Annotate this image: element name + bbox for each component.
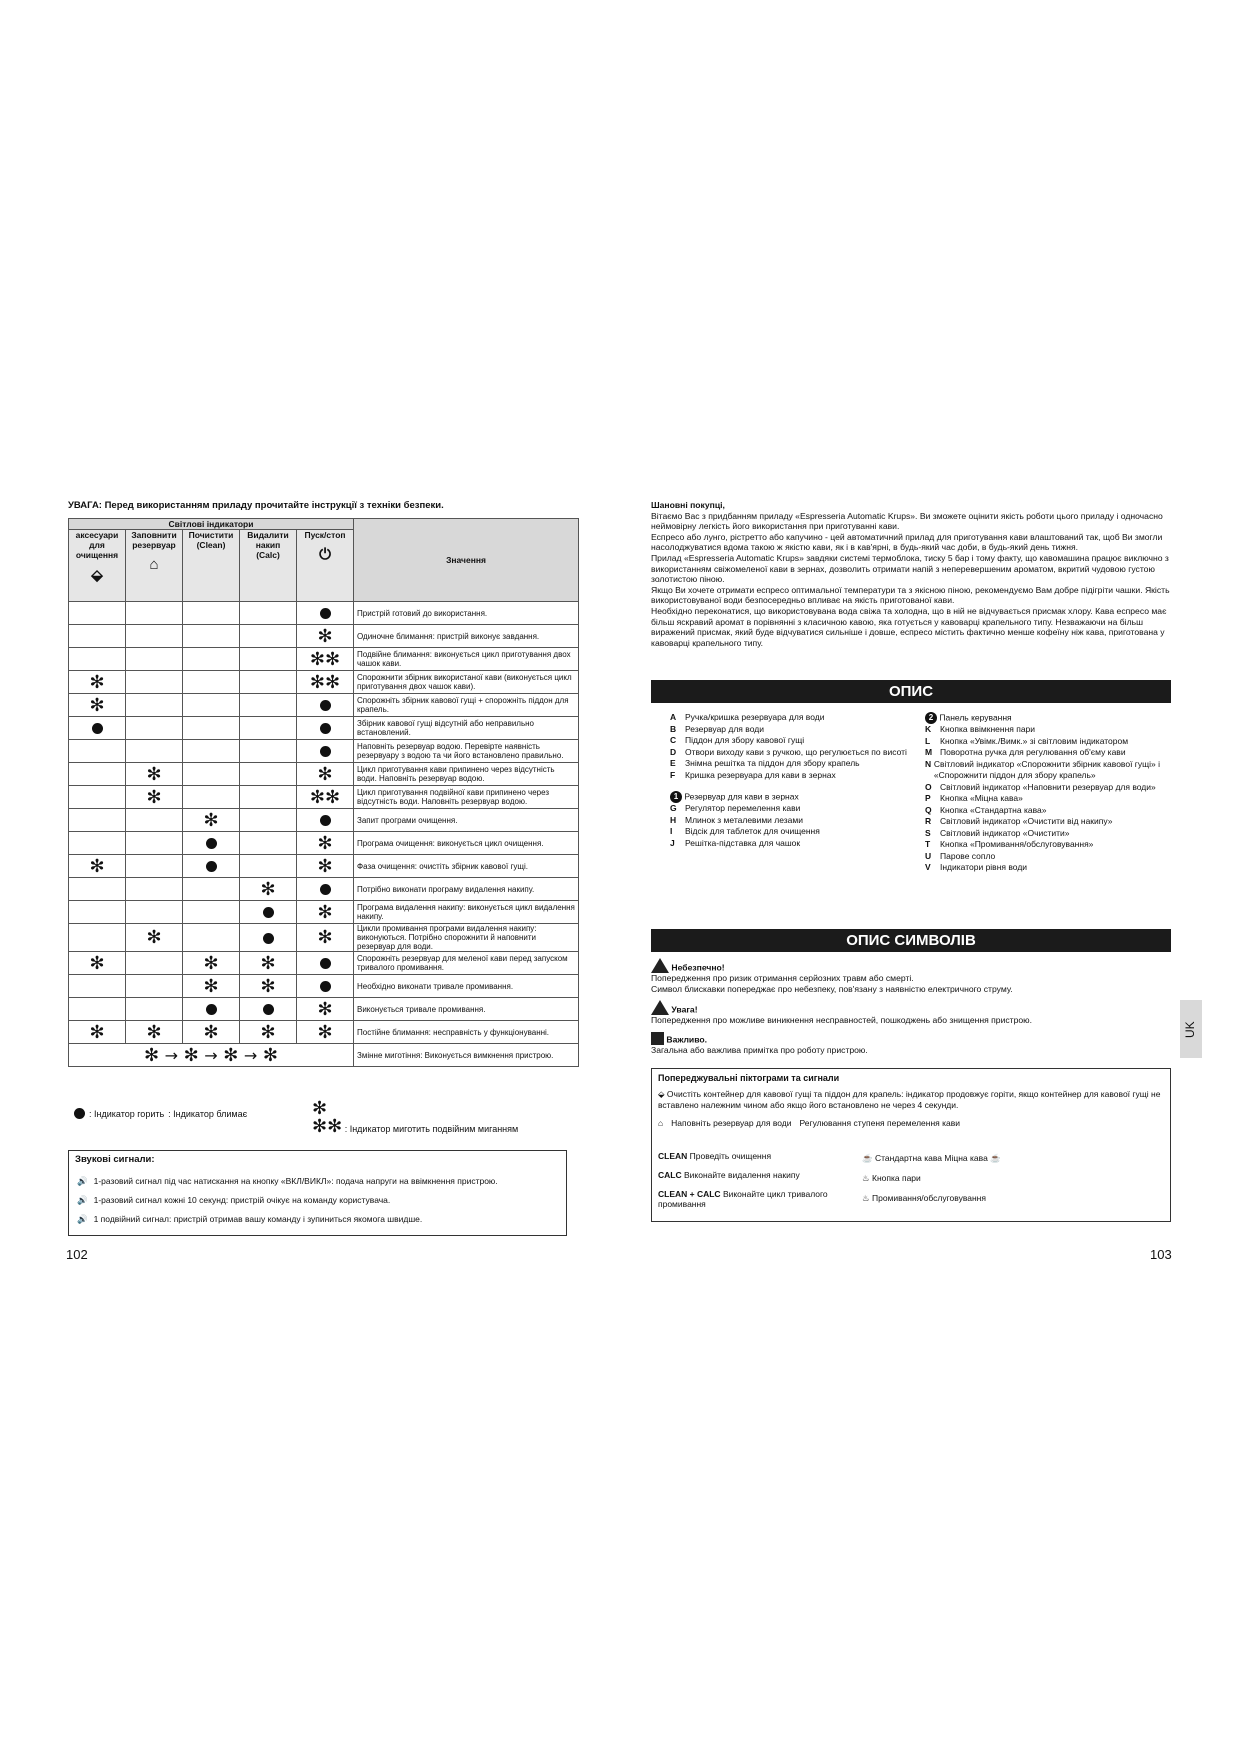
meaning-header: Значення: [354, 519, 579, 602]
blink-star-icon: ✻: [317, 763, 333, 785]
indicator-cell: [69, 763, 126, 786]
table-row: [69, 998, 579, 1021]
list-item: D Отвори виходу кави з ручкою, що регулюється по висоті: [670, 746, 907, 757]
sound-row: 🔊 1-разовий сигнал під час натискання на кнопку «ВКЛ/ВИКЛ»: подача напруги на ввімкнення пристрою.: [77, 1176, 498, 1186]
table-row: [69, 763, 579, 786]
indicator-cell: [240, 855, 297, 878]
indicator-cell: [69, 924, 126, 952]
sound-row: 🔊 1 подвійний сигнал: пристрій отримав вашу команду і зупиниться якомога швидше.: [77, 1214, 423, 1224]
blink-star-icon: ✻: [146, 1021, 162, 1043]
meaning-cell: Постійне блимання: несправність у функціонуванні.: [354, 1021, 579, 1044]
list-item: K Кнопка ввімкнення пари: [925, 724, 1036, 734]
col-header: Заповнити резервуар ⌂: [126, 530, 183, 602]
description-heading: ОПИС: [651, 680, 1171, 703]
indicator-cell: [126, 855, 183, 878]
indicator-cell: [126, 694, 183, 717]
blink-star-icon: ✻: [262, 1044, 278, 1066]
indicator-cell: [297, 694, 354, 717]
indicator-cell: [183, 901, 240, 924]
list-item: H Млинок з металевими лезами: [670, 814, 803, 825]
indicator-cell: [69, 901, 126, 924]
speaker-icon: 🔊: [77, 1195, 88, 1205]
table-row: [69, 901, 579, 924]
language-tab: UK: [1180, 1000, 1202, 1058]
intro-paragraph: Необхідно переконатися, що використовувана вода свіжа та холодна, що в ній не відчувається присмак хлору. Кава еспресо має більш яскравий аромат в порівнянні з класичною кавою, яка готується у кавоварці крапельного типу. Незважаючи на більш виражений присмак, який буде відчуватися сильніше і довше, еспресо містить фактично менше кофеїну ніж кава, приготована у кавоварці крапельного типу.: [651, 605, 1167, 648]
indicator-cell: [126, 717, 183, 740]
blink-star-icon: ✻: [89, 855, 105, 877]
meaning-cell: Виконується тривале промивання.: [354, 998, 579, 1021]
dot-icon: [320, 746, 331, 757]
indicator-cell: [183, 1021, 240, 1044]
indicator-cell: [297, 602, 354, 625]
blink-star-icon: ✻: [260, 1021, 276, 1043]
indicator-cell: [126, 602, 183, 625]
indicator-cell: [126, 832, 183, 855]
indicator-cell: [183, 998, 240, 1021]
table-row: [69, 924, 579, 952]
list-item: R Світловий індикатор «Очистити від накипу»: [925, 816, 1113, 826]
dot-icon: [74, 1108, 85, 1119]
strong-cup-icon: ☕: [990, 1153, 1001, 1163]
indicator-cell: [69, 855, 126, 878]
arrow-icon: →: [204, 1045, 218, 1065]
indicator-cell: [183, 975, 240, 998]
indicator-cell: [126, 740, 183, 763]
list-item: T Кнопка «Промивання/обслуговування»: [925, 839, 1094, 849]
pictograms-box: [651, 1068, 1171, 1222]
blink-star-icon: ✻: [89, 1021, 105, 1043]
indicator-cell: [297, 809, 354, 832]
tank-icon: ⌂: [149, 556, 159, 573]
indicator-cell: [69, 786, 126, 809]
indicator-cell: [240, 786, 297, 809]
table-row: [69, 878, 579, 901]
indicator-cell: [183, 855, 240, 878]
dot-icon: [206, 838, 217, 849]
caution-icon: [651, 1000, 669, 1015]
indicator-cell: [297, 625, 354, 648]
indicator-group-header: Світлові індикатори: [69, 519, 354, 530]
safety-warning: УВАГА: Перед використанням приладу прочитайте інструкції з техніки безпеки.: [68, 500, 444, 511]
meaning-cell: Програма очищення: виконується цикл очищення.: [354, 832, 579, 855]
pictogram-clean-grounds: ⬙ Очистіть контейнер для кавової гущі та піддон для крапель: індикатор продовжує горіти, якщо контейнер для кавової гущі не вставлено належним чином або якщо його встановлено не через 4 секунди.: [658, 1089, 1161, 1110]
meaning-cell: Збірник кавової гущі відсутній або неправильно встановлений.: [354, 717, 579, 740]
double-blink-icon: ✻✻: [309, 648, 341, 670]
table-row: [69, 694, 579, 717]
indicator-cell: [126, 786, 183, 809]
table-row: [69, 809, 579, 832]
col-header: Почистити (Clean): [183, 530, 240, 602]
blink-star-icon: ✻: [317, 855, 333, 877]
indicator-cell: [297, 763, 354, 786]
blink-star-icon: ✻: [223, 1044, 239, 1066]
indicator-cell: [183, 648, 240, 671]
table-row: [69, 1044, 579, 1067]
indicator-cell: [183, 832, 240, 855]
pictogram-steam: ♨ Кнопка пари: [862, 1173, 921, 1183]
blink-star-icon: ✻: [89, 671, 105, 693]
intro-paragraph: Вітаємо Вас з придбанням приладу «Espresseria Automatic Krups». Ви зможете оцінити якість роботи цього приладу і одночасно неймовірну легкість його використання при приготуванні кави.: [651, 510, 1163, 532]
danger-icon: [651, 958, 669, 973]
meaning-cell: Спорожнити збірник використаної кави (виконується цикл приготування двох чашок кави).: [354, 671, 579, 694]
list-item: Q Кнопка «Стандартна кава»: [925, 804, 1047, 815]
col-header: аксесуари для очищення ⬙: [69, 530, 126, 602]
meaning-cell: Цикл приготування кави припинено через відсутність води. Наповніть резервуар водою.: [354, 763, 579, 786]
water-tank-icon: ⌂: [658, 1118, 664, 1128]
list-item: V Індикатори рівня води: [925, 862, 1028, 872]
sound-row: 🔊 1-разовий сигнал кожні 10 секунд: пристрій очікує на команду користувача.: [77, 1195, 391, 1205]
meaning-cell: Спорожніть резервуар для меленої кави перед запуском тривалого промивання.: [354, 952, 579, 975]
blink-star-icon: ✻: [317, 1021, 333, 1043]
blink-star-icon: ✻: [317, 901, 333, 923]
dot-icon: [92, 723, 103, 734]
symbols-heading: ОПИС СИМВОЛІВ: [651, 929, 1171, 952]
indicator-cell: [240, 625, 297, 648]
speaker-icon: 🔊: [77, 1176, 88, 1186]
dot-icon: [320, 723, 331, 734]
intro-paragraph: Прилад «Espresseria Automatic Krups» завдяки системі термоблока, тиску 5 бар і тому факту, що кавомашина працює виключно з використанням свіжомеленої кави в зернах, дозволить отримати напій з неперевершеним ароматом, вкритий чудовою густою золотистою піною.: [651, 552, 1169, 585]
indicator-cell: [183, 809, 240, 832]
indicator-cell: [126, 625, 183, 648]
pictogram-coffee: ☕ Стандартна кава Міцна кава ☕: [862, 1153, 1001, 1163]
indicator-cell: [297, 671, 354, 694]
indicator-cell: [183, 602, 240, 625]
list-item: C Піддон для збору кавової гущі: [670, 735, 805, 745]
pictogram-clean: CLEAN Проведіть очищення: [658, 1151, 772, 1161]
meaning-cell: Цикли промивання програми видалення накипу: виконуються. Потрібно спорожнити й наповнити резервуар для води.: [354, 924, 579, 952]
meaning-cell: Подвійне блимання: виконується цикл приготування двох чашок кави.: [354, 648, 579, 671]
indicator-cell: [240, 740, 297, 763]
meaning-cell: Пристрій готовий до використання.: [354, 602, 579, 625]
meaning-cell: Необхідно виконати тривале промивання.: [354, 975, 579, 998]
table-row: [69, 952, 579, 975]
indicator-cell: [69, 975, 126, 998]
double-blink-icon: ✻✻: [309, 786, 341, 808]
indicator-cell: [69, 717, 126, 740]
indicator-cell: [297, 648, 354, 671]
legend-on-blink: : Індикатор горить : Індикатор блимає: [74, 1108, 247, 1119]
indicator-cell: [297, 975, 354, 998]
list-item: S Світловий індикатор «Очистити»: [925, 827, 1070, 838]
indicator-cell: [183, 694, 240, 717]
indicator-cell: [69, 625, 126, 648]
blink-star-icon: ✻: [203, 952, 219, 974]
indicator-cell: [69, 694, 126, 717]
table-row: [69, 855, 579, 878]
description-list-left: [670, 712, 920, 849]
table-row: [69, 648, 579, 671]
blink-star-icon: ✻: [146, 763, 162, 785]
blink-star-icon: ✻: [260, 878, 276, 900]
list-item: I Відсік для таблеток для очищення: [670, 826, 820, 836]
indicator-cell: [240, 602, 297, 625]
symbols-text: Небезпечно! Попередження про ризик отримання серйозних травм або смерті. Символ блискавки попереджає про небезпеку, пов'язану з наявністю електричного струму. Увага! Попередження про можливе виникнення несправностей, пошкоджень або знищення пристрою. Важливо. Загальна або важлива примітка про роботу пристрою.: [651, 958, 1171, 1055]
indicator-cell: [240, 717, 297, 740]
sound-signals-box: [68, 1150, 567, 1236]
blink-star-icon: ✻: [260, 952, 276, 974]
blink-star-icon: ✻: [312, 1098, 328, 1119]
list-item: O Світловий індикатор «Наповнити резервуар для води»: [925, 781, 1156, 792]
pictogram-rinse: ♨ Промивання/обслуговування: [862, 1193, 986, 1203]
arrow-icon: →: [164, 1045, 179, 1065]
indicator-cell: [183, 924, 240, 952]
col-header: Пуск/стоп ⏻: [297, 530, 354, 602]
indicator-cell: [126, 671, 183, 694]
table-row: [69, 717, 579, 740]
meaning-cell: Потрібно виконати програму видалення накипу.: [354, 878, 579, 901]
indicator-cell: [183, 952, 240, 975]
indicator-cell: [297, 832, 354, 855]
indicator-cell: [240, 924, 297, 952]
meaning-cell: Спорожніть збірник кавової гущі + спорожніть піддон для крапель.: [354, 694, 579, 717]
indicator-cell: [183, 625, 240, 648]
indicator-cell: [297, 998, 354, 1021]
important-icon: [651, 1032, 664, 1045]
blink-star-icon: ✻: [203, 809, 219, 831]
intro-paragraph: Еспресо або лунго, рістретто або капучино - цей автоматичний прилад для приготування кави влаштований так, щоб Ви змогли насолоджуватися вдома такою ж якістю кави, як і в кав'ярні, в будь-який час доби, в будь-який день тижня.: [651, 531, 1163, 553]
indicator-cell: [183, 763, 240, 786]
arrow-icon: →: [243, 1045, 258, 1065]
indicator-cell: [183, 671, 240, 694]
indicator-table: [68, 518, 579, 1067]
page-number-left: 102: [66, 1247, 88, 1262]
indicator-cell: [183, 717, 240, 740]
table-row: [69, 832, 579, 855]
dot-icon: [263, 907, 274, 918]
indicator-cell: [69, 740, 126, 763]
table-row: [69, 740, 579, 763]
list-item: F Кришка резервуара для кави в зернах: [670, 769, 836, 780]
double-blink-icon: ✻✻: [309, 671, 341, 693]
pictogram-calc: CALC Виконайте видалення накипу: [658, 1170, 800, 1180]
sequence-cell: [69, 1044, 354, 1067]
list-item: J Решітка-підставка для чашок: [670, 837, 801, 848]
blink-star-icon: ✻: [317, 927, 333, 948]
intro-paragraph: Якщо Ви хочете отримати еспресо оптимальної температури та з якісною піною, рекомендуємо Вам добре підігріти чашки. Якість використовуваної води безпосередньо впливає на якість приготованої кави.: [651, 584, 1170, 606]
indicator-cell: [297, 786, 354, 809]
speaker-icon: 🔊: [77, 1214, 88, 1224]
blink-star-icon: ✻: [89, 694, 105, 716]
meaning-cell: Одиночне блимання: пристрій виконує завдання.: [354, 625, 579, 648]
indicator-cell: [126, 648, 183, 671]
indicator-cell: [240, 832, 297, 855]
blink-star-icon: ✻: [89, 952, 105, 974]
list-item: L Кнопка «Увімк./Вимк.» зі світловим індикатором: [925, 735, 1129, 746]
indicator-cell: [240, 671, 297, 694]
indicator-cell: [297, 924, 354, 952]
dot-icon: [206, 1004, 217, 1015]
meaning-cell: Цикл приготування подвійної кави припинено через відсутність води. Наповніть резервуар водою.: [354, 786, 579, 809]
indicator-cell: [297, 717, 354, 740]
dot-icon: [206, 861, 217, 872]
indicator-cell: [183, 740, 240, 763]
indicator-cell: [126, 763, 183, 786]
dot-icon: [320, 884, 331, 895]
blink-star-icon: ✻: [146, 927, 162, 948]
table-row: [69, 786, 579, 809]
indicator-cell: [69, 1021, 126, 1044]
dot-icon: [320, 700, 331, 711]
dot-icon: [320, 958, 331, 969]
indicator-cell: [240, 1021, 297, 1044]
dot-icon: [263, 1004, 274, 1015]
indicator-cell: [297, 952, 354, 975]
meaning-cell: Програма видалення накипу: виконується цикл видалення накипу.: [354, 901, 579, 924]
sound-title: Звукові сигнали:: [75, 1154, 155, 1165]
legend-double: ✻ ✻✻ : Індикатор миготить подвійним миганням: [312, 1098, 519, 1137]
pictogram-row: ⌂ Наповніть резервуар для води Регулювання ступеня перемелення кави: [658, 1118, 961, 1128]
indicator-cell: [240, 975, 297, 998]
indicator-cell: [69, 602, 126, 625]
meaning-cell: Фаза очищення: очистіть збірник кавової гущі.: [354, 855, 579, 878]
list-item: E Знімна решітка та піддон для збору крапель: [670, 758, 860, 768]
pictogram-clean-calc: CLEAN + CALC Виконайте цикл тривалого промивання: [658, 1189, 828, 1209]
blink-star-icon: ✻: [317, 998, 333, 1020]
dot-icon: [320, 608, 331, 619]
table-row: [69, 602, 579, 625]
blink-star-icon: ✻: [260, 975, 276, 997]
indicator-cell: [240, 952, 297, 975]
indicator-cell: [240, 648, 297, 671]
indicator-cell: [126, 809, 183, 832]
rinse-icon: ♨: [862, 1193, 870, 1203]
indicator-cell: [69, 998, 126, 1021]
indicator-cell: [126, 1021, 183, 1044]
greeting: Шановні покупці,: [651, 500, 725, 510]
indicator-cell: [69, 878, 126, 901]
brush-icon: ⬙: [91, 567, 103, 584]
indicator-cell: [126, 901, 183, 924]
grounds-icon: ⬙: [658, 1089, 665, 1099]
indicator-cell: [69, 809, 126, 832]
indicator-cell: [297, 901, 354, 924]
blink-star-icon: ✻: [144, 1044, 160, 1066]
indicator-cell: [69, 648, 126, 671]
blink-star-icon: ✻: [146, 786, 162, 808]
blink-star-icon: ✻: [203, 975, 219, 997]
list-item: B Резервуар для води: [670, 723, 764, 734]
dot-icon: [263, 933, 274, 944]
steam-icon: ♨: [862, 1173, 870, 1183]
blink-star-icon: ✻: [183, 1044, 199, 1066]
indicator-cell: [240, 694, 297, 717]
indicator-cell: [240, 998, 297, 1021]
meaning-cell: Змінне миготіння: Виконується вимкнення пристрою.: [354, 1044, 579, 1067]
indicator-cell: [183, 878, 240, 901]
cup-icon: ☕: [862, 1153, 873, 1163]
description-list-right: [925, 712, 1165, 874]
indicator-cell: [126, 998, 183, 1021]
blink-star-icon: ✻: [203, 1021, 219, 1043]
indicator-cell: [240, 878, 297, 901]
pictograms-title: Попереджувальні піктограми та сигнали: [658, 1073, 840, 1083]
indicator-cell: [69, 832, 126, 855]
list-item: U Парове сопло: [925, 850, 996, 861]
indicator-cell: [297, 878, 354, 901]
double-blink-icon: ✻✻: [312, 1116, 343, 1137]
table-row: [69, 975, 579, 998]
indicator-cell: [126, 952, 183, 975]
blink-star-icon: ✻: [317, 832, 333, 854]
indicator-cell: [183, 786, 240, 809]
table-row: [69, 671, 579, 694]
indicator-cell: [126, 975, 183, 998]
intro-text: [651, 500, 1171, 648]
list-item: G Регулятор перемелення кави: [670, 803, 801, 813]
table-row: [69, 625, 579, 648]
indicator-cell: [126, 924, 183, 952]
indicator-cell: [126, 878, 183, 901]
col-header: Видалити накип (Calc): [240, 530, 297, 602]
list-item: A Ручка/кришка резервуара для води: [670, 712, 825, 722]
panel-group-title: 2 Панель керування: [925, 712, 1165, 724]
indicator-cell: [240, 763, 297, 786]
list-item: N Світловий індикатор «Спорожнити збірник кавової гущі» і «Спорожнити піддон для збору крапель»: [925, 758, 1160, 780]
dot-icon: [320, 815, 331, 826]
table-row: [69, 1021, 579, 1044]
list-item: M Поворотна ручка для регулювання об'єму кави: [925, 747, 1126, 757]
meaning-cell: Запит програми очищення.: [354, 809, 579, 832]
list-item: P Кнопка «Міцна кава»: [925, 793, 1023, 803]
indicator-cell: [240, 901, 297, 924]
indicator-cell: [69, 671, 126, 694]
power-icon: ⏻: [319, 546, 331, 563]
blink-star-icon: ✻: [317, 625, 333, 647]
bean-group-title: 1 Резервуар для кави в зернах: [670, 791, 920, 803]
indicator-cell: [240, 809, 297, 832]
page-number-right: 103: [1150, 1247, 1172, 1262]
indicator-cell: [69, 952, 126, 975]
indicator-cell: [297, 1021, 354, 1044]
meaning-cell: Наповніть резервуар водою. Перевірте наявність резервуару з водою та чи його встановлено правильно.: [354, 740, 579, 763]
indicator-cell: [297, 855, 354, 878]
indicator-cell: [297, 740, 354, 763]
dot-icon: [320, 981, 331, 992]
